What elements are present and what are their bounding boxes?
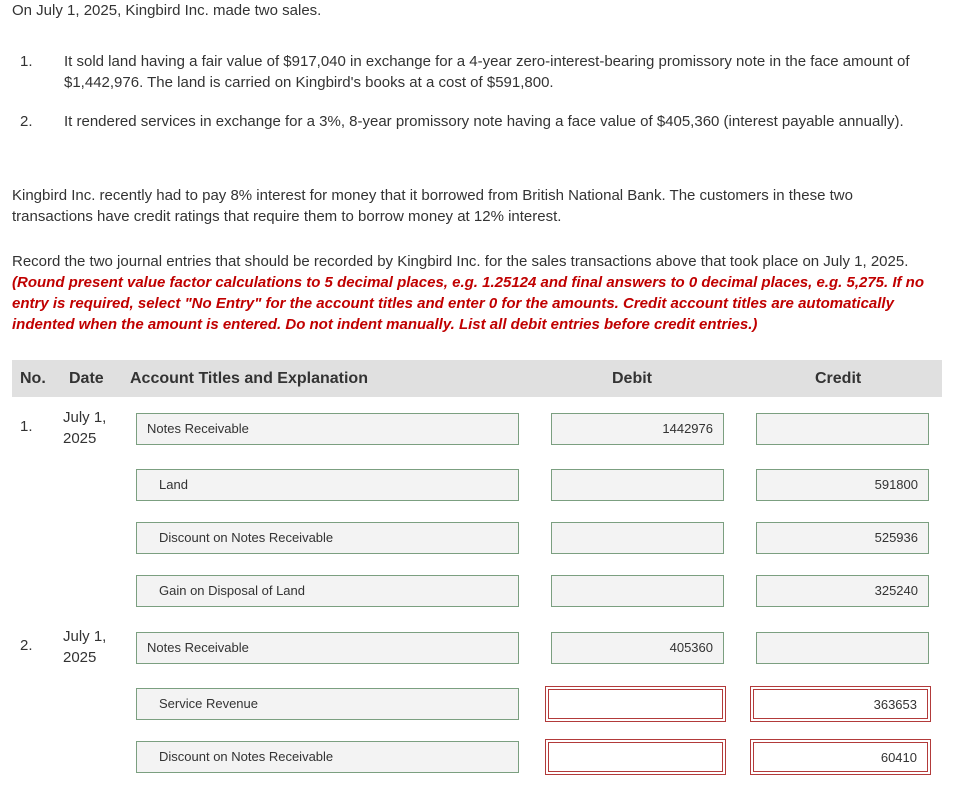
credit-input[interactable] xyxy=(756,632,929,664)
debit-input[interactable]: 1442976 xyxy=(551,413,724,445)
credit-input[interactable]: 525936 xyxy=(756,522,929,554)
entry-number: 2. xyxy=(20,637,33,654)
credit-input[interactable]: 363653 xyxy=(753,689,928,719)
entry-date xyxy=(63,626,106,668)
instructions-text: (Round present value factor calculations to 5 decimal places, e.g. 1.25124 and final answers to 0 decimal places, e.g. 5,275. If no entry is required, select "No Entry" for the account titles and enter 0 for the amounts. Credit account titles are automatically indented when the amount is entered. Do not indent manually. List all debit entries before credit entries.) xyxy=(12,274,924,333)
credit-input[interactable] xyxy=(756,413,929,445)
header-account: Account Titles and Explanation xyxy=(130,370,368,387)
date-line: 2025 xyxy=(63,649,97,666)
date-line: July 1, xyxy=(63,409,107,426)
entry-number: 1. xyxy=(20,418,33,435)
account-select[interactable]: Gain on Disposal of Land xyxy=(136,575,519,607)
debit-input[interactable] xyxy=(551,469,724,501)
date-line: July 1, xyxy=(63,628,107,645)
account-select[interactable]: Land xyxy=(136,469,519,501)
entry-date xyxy=(63,407,106,449)
task-paragraph xyxy=(12,251,942,335)
debit-input[interactable] xyxy=(548,689,723,719)
sale-number: 2. xyxy=(20,113,33,130)
header-no: No. xyxy=(20,370,46,387)
task-text: Record the two journal entries that should be recorded by Kingbird Inc. for the sales transactions above that took place on July 1, 2025. xyxy=(12,253,909,270)
account-select[interactable]: Service Revenue xyxy=(136,688,519,720)
account-select[interactable]: Discount on Notes Receivable xyxy=(136,522,519,554)
context-paragraph: Kingbird Inc. recently had to pay 8% interest for money that it borrowed from British National Bank. The customers in these two transactions have credit ratings that require them to borrow money at 12% interest. xyxy=(12,187,853,225)
credit-input[interactable]: 60410 xyxy=(753,742,928,772)
header-date: Date xyxy=(69,370,104,387)
sale-number: 1. xyxy=(20,53,33,70)
credit-input[interactable]: 325240 xyxy=(756,575,929,607)
credit-input[interactable]: 591800 xyxy=(756,469,929,501)
sale-text: It rendered services in exchange for a 3%, 8-year promissory note having a face value of $405,360 (interest payable annually). xyxy=(64,113,904,130)
header-credit: Credit xyxy=(815,370,862,387)
date-line: 2025 xyxy=(63,430,97,447)
account-select[interactable]: Notes Receivable xyxy=(136,413,519,445)
table-header xyxy=(12,360,942,397)
account-select[interactable]: Discount on Notes Receivable xyxy=(136,741,519,773)
intro-text: On July 1, 2025, Kingbird Inc. made two sales. xyxy=(12,2,322,19)
debit-input[interactable] xyxy=(548,742,723,772)
debit-input[interactable] xyxy=(551,522,724,554)
sale-text: It sold land having a fair value of $917,040 in exchange for a 4-year zero-interest-bearing promissory note in the face amount of $1,442,976. The land is carried on Kingbird's books at a cost of $591,800. xyxy=(64,53,910,91)
account-select[interactable]: Notes Receivable xyxy=(136,632,519,664)
header-debit: Debit xyxy=(612,370,652,387)
debit-input[interactable]: 405360 xyxy=(551,632,724,664)
debit-input[interactable] xyxy=(551,575,724,607)
